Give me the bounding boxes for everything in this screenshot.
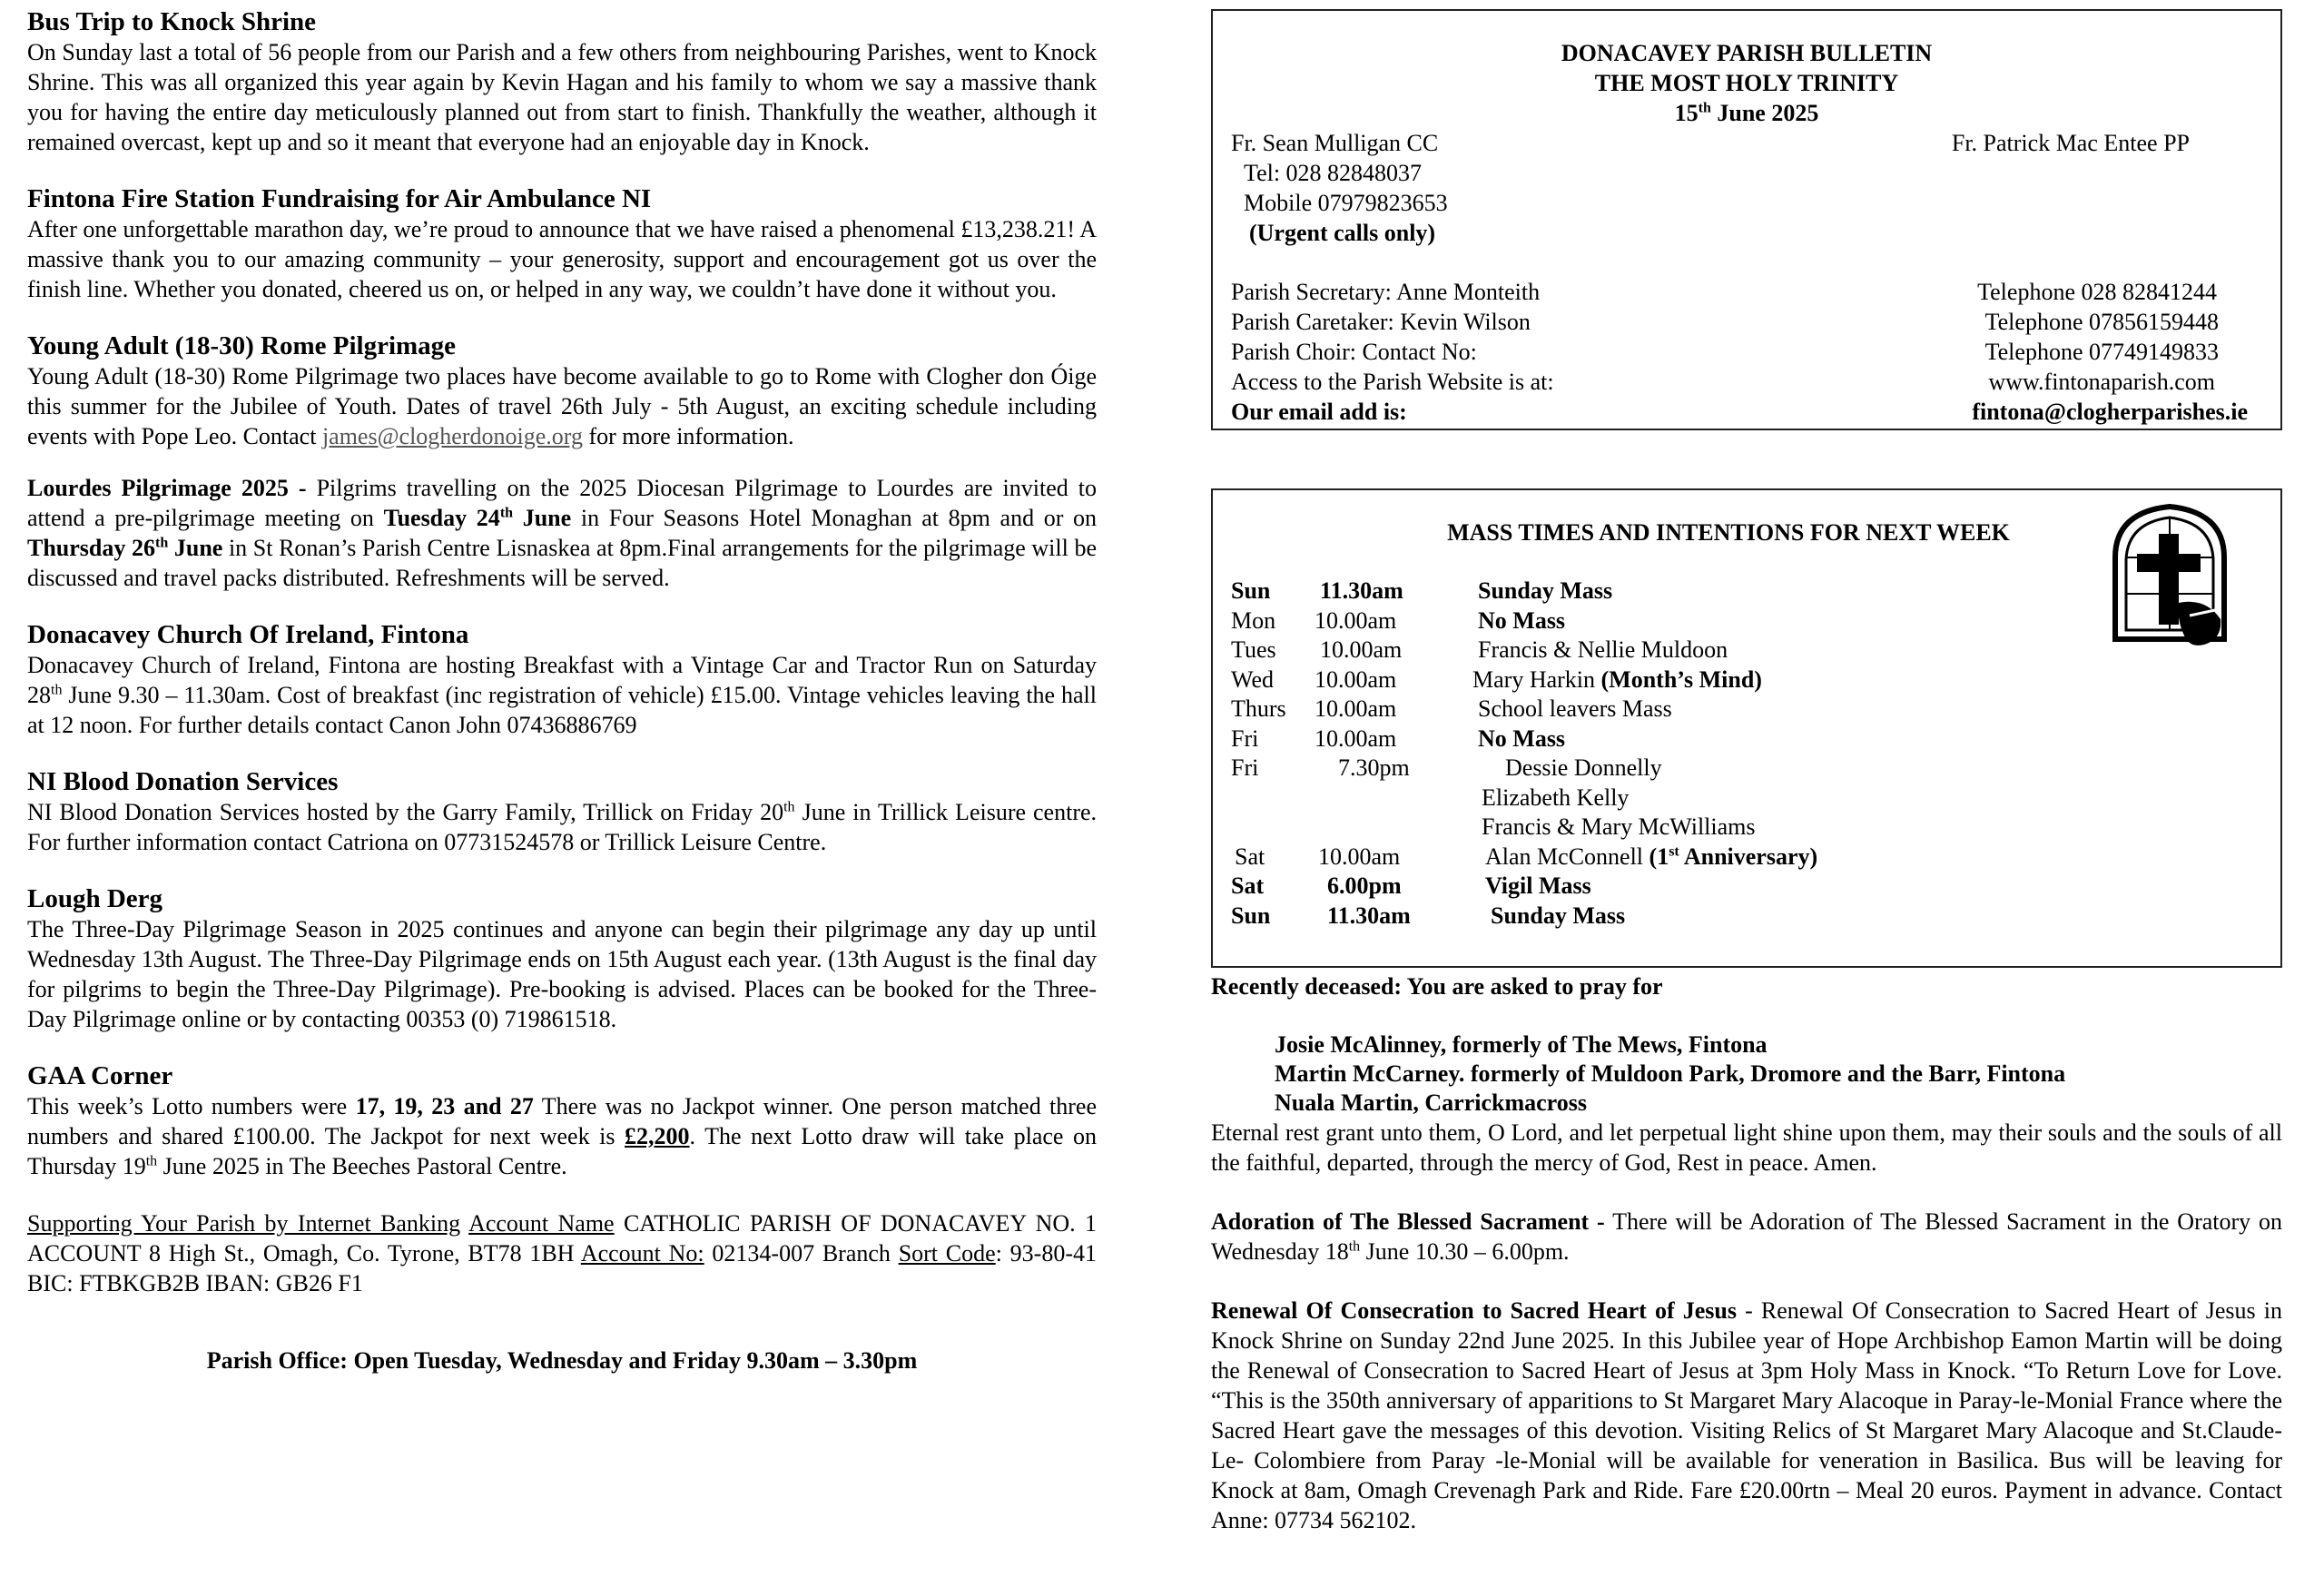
lough-derg-section xyxy=(27,884,1097,1034)
rome-pilgrimage-title: Young Adult (18-30) Rome Pilgrimage xyxy=(27,331,457,360)
renewal-text: Renewal Of Consecration to Sacred Heart of Jesus - Renewal Of Consecration to Sacred Heart of Jesus in Knock Shrine on Sunday 22nd June 2025. In this Jubilee year of Hope Archbishop Eamon Martin will be doing the Renewal of Consecration to Sacred Heart of Jesus at 3pm Holy Mass in Knock. “To Return Love for Love. “This is the 350th anniversary of apparitions to St Margaret Mary Alacoque in Paray-le-Monial France where the Sacred Heart gave the messages of this devotion. Visiting Relics of St Margaret Mary Alacoque and St.Claude- Le- Colombiere from Paray -le-Monial will be available for veneration in Basilica. Bus will be leaving for Knock at 8am, Omagh Crevenagh Park and Ride. Fare £20.00rtn – Meal 20 euros. Payment in advance. Contact Anne: 07734 562102. xyxy=(1211,1297,2283,1533)
contact-row: Parish Secretary: Anne Monteith Telephone 028 82841244 xyxy=(1231,279,2217,305)
contacts-list xyxy=(1231,277,2262,427)
deceased-prayer: Eternal rest grant unto them, O Lord, and let perpetual light shine upon them, may their souls and the souls of all the faithful, departed, through the mercy of God, Rest in peace. Amen. xyxy=(1211,1119,2282,1176)
bus-trip-title: Bus Trip to Knock Shrine xyxy=(27,7,317,36)
mass-row: Elizabeth Kelly xyxy=(1482,784,1630,811)
rome-email-link[interactable]: james@clogherdonoige.org xyxy=(321,423,583,449)
mass-row: Mon 10.00am No Mass xyxy=(1231,606,1566,634)
lourdes-t3: in St Ronan’s Parish Centre Lisnaskea at 8pm.Final arrangements for the pilgrimage will be discussed and travel packs distributed. Refreshments will be served. xyxy=(27,535,1098,591)
mass-row: Francis & Mary McWilliams xyxy=(1482,813,1756,840)
deceased-heading: Recently deceased: You are asked to pray for xyxy=(1211,973,1663,1000)
lough-derg-text: The Three-Day Pilgrimage Season in 2025 continues and anyone can begin their pilgrimage any day up until Wednesday 13th August. The Three-Day Pilgrimage ends on 15th August each year. (13th August is the final day for pilgrims to begin the Three-Day Pilgrimage). Pre-booking is advised. Places can be booked for the Three-Day Pilgrimage online or by contacting 00353 (0) 719861518. xyxy=(27,916,1097,1032)
lourdes-section xyxy=(27,473,1097,593)
renewal-title: Renewal Of Consecration to Sacred Heart of Jesus xyxy=(1211,1297,1737,1324)
coi-text: Donacavey Church of Ireland, Fintona are hosting Breakfast with a Vintage Car and Tractor Run on Saturday 28th June 9.30 – 11.30am. Cost of breakfast (inc registration of vehicle) £15.00. Vintage vehicles leaving the hall at 12 noon. For further details contact Canon John 07436886769 xyxy=(27,652,1098,738)
mass-row: Thurs 10.00am School leavers Mass xyxy=(1231,695,1672,722)
blood-donation-section xyxy=(27,767,1097,857)
anniversary-note: (1st Anniversary) xyxy=(1649,843,1818,870)
mass-row: Sun 11.30am Sunday Mass xyxy=(1231,902,1626,929)
lourdes-date2: Thursday 26th June xyxy=(27,535,223,561)
renewal-section xyxy=(1211,1296,2282,1535)
parish-email-link[interactable]: fintona@clogherparishes.ie xyxy=(1972,399,2248,425)
blood-text: NI Blood Donation Services hosted by the Garry Family, Trillick on Friday 20th June in Trillick Leisure centre. For further information contact Catriona on 07731524578 or Trillick Leisure Centre. xyxy=(27,799,1098,855)
mass-row: Fri 10.00am No Mass xyxy=(1231,724,1566,752)
gaa-text: This week’s Lotto numbers were 17, 19, 23 and 27 There was no Jackpot winner. One person matched three numbers and shared £100.00. The Jackpot for next week is £2,200. The next Lotto draw will take place on Thursday 19th June 2025 in The Beeches Pastoral Centre. xyxy=(27,1093,1098,1179)
bulletin-title: DONACAVEY PARISH BULLETIN xyxy=(1561,40,1933,66)
gaa-section xyxy=(27,1061,1097,1181)
bus-trip-text: On Sunday last a total of 56 people from our Parish and a few others from neighbouring Parishes, went to Knock Shrine. This was all organized this year again by Kevin Hagan and his family to whom we say a massive thank you for having the entire day meticulously planned out from start to finish. Thankfully the weather, although it remained overcast, kept up and so it meant that everyone had an enjoyable day in Knock. xyxy=(27,39,1097,155)
email-row: Our email add is: fintona@clogherparishes.ie xyxy=(1231,399,2248,425)
curate-tel: Tel: 028 82848037 xyxy=(1244,160,1423,186)
deceased-name: Martin McCarney. formerly of Muldoon Park, Dromore and the Barr, Fintona xyxy=(1275,1060,2066,1087)
gaa-title: GAA Corner xyxy=(27,1061,173,1090)
coi-title: Donacavey Church Of Ireland, Fintona xyxy=(27,620,469,649)
mass-row: Sun 11.30am Sunday Mass xyxy=(1231,577,1613,604)
curate-mobile: Mobile 07979823653 xyxy=(1244,190,1448,216)
adoration-section xyxy=(1211,1207,2282,1267)
bulletin-header-box xyxy=(1211,9,2282,430)
rome-pilgrimage-text xyxy=(27,361,1097,451)
contact-row: Parish Choir: Contact No: Telephone 07749149833 xyxy=(1231,339,2219,365)
adoration-text: Adoration of The Blessed Sacrament - There will be Adoration of The Blessed Sacrament in the Oratory on Wednesday 18th June 10.30 – 6.00pm. xyxy=(1211,1208,2283,1265)
contact-row: Parish Caretaker: Kevin Wilson Telephone 07856159448 xyxy=(1231,309,2219,335)
urgent-note: (Urgent calls only) xyxy=(1249,220,1436,246)
right-column xyxy=(1211,9,2282,1535)
mass-row: Tues 10.00am Francis & Nellie Muldoon xyxy=(1231,636,1728,663)
jackpot-amount: £2,200 xyxy=(625,1123,690,1149)
mass-row: Fri 7.30pm Dessie Donnelly xyxy=(1231,754,1662,781)
mass-times-title: MASS TIMES AND INTENTIONS FOR NEXT WEEK xyxy=(1447,519,2010,546)
lotto-numbers: 17, 19, 23 and 27 xyxy=(355,1093,534,1119)
mass-row: Sat 10.00am Alan McConnell (1st Anniversary) xyxy=(1235,843,1818,870)
bulletin-subtitle: THE MOST HOLY TRINITY xyxy=(1594,70,1899,96)
bus-trip-section xyxy=(27,7,1097,157)
deceased-names xyxy=(1275,1030,2282,1118)
mass-row: Sat 6.00pm Vigil Mass xyxy=(1231,872,1591,899)
mass-times-box xyxy=(1211,488,2282,968)
priest-curate: Fr. Sean Mulligan CC xyxy=(1231,130,1439,156)
adoration-title: Adoration of The Blessed Sacrament - xyxy=(1211,1208,1605,1235)
deceased-section xyxy=(1211,971,2282,1178)
lourdes-title: Lourdes Pilgrimage 2025 - xyxy=(27,475,307,501)
church-of-ireland-section xyxy=(27,620,1097,740)
parish-office-hours: Parish Office: Open Tuesday, Wednesday and Friday 9.30am – 3.30pm xyxy=(206,1347,918,1374)
bulletin-date: 15th June 2025 xyxy=(1674,100,1819,126)
church-window-cross-icon xyxy=(2106,503,2233,648)
lourdes-text xyxy=(27,473,1097,593)
deceased-name: Nuala Martin, Carrickmacross xyxy=(1275,1089,1587,1116)
fire-station-text: After one unforgettable marathon day, we’re proud to announce that we have raised a phenomenal £13,238.21! A massive thank you to our amazing community – your generosity, support and encouragement got us over the finish line. Whether you donated, cheered us on, or helped in any way, we couldn’t have done it without you. xyxy=(27,216,1097,302)
deceased-name: Josie McAlinney, formerly of The Mews, Fintona xyxy=(1275,1031,1768,1058)
website-link[interactable]: www.fintonaparish.com xyxy=(1988,369,2215,395)
rome-text: Young Adult (18-30) Rome Pilgrimage two places have become available to go to Rome with Clogher don Óige this summer for the Jubilee of Youth. Dates of travel 26th July - 5th August, an exciting schedule including events with Pope Leo. Contact xyxy=(27,363,1097,449)
left-column xyxy=(27,7,1097,1398)
rome-pilgrimage-section xyxy=(27,331,1097,451)
priests-row xyxy=(1231,128,2262,158)
banking-text: Supporting Your Parish by Internet Banking Account Name CATHOLIC PARISH OF DONACAVEY NO. 1 ACCOUNT 8 High St., Omagh, Co. Tyrone, BT78 1BH Account No: 02134-007 Branch Sort Code: 93-80-41 BIC: FTBKGB2B IBAN: GB26 F1 xyxy=(27,1210,1097,1296)
fire-station-title: Fintona Fire Station Fundraising for Air Ambulance NI xyxy=(27,184,652,213)
lourdes-t1: Pilgrims travelling on the 2025 Diocesan Pilgrimage to Lourdes are invited to attend a pre-pilgrimage meeting on xyxy=(27,475,1098,531)
lourdes-date1: Tuesday 24th June xyxy=(383,505,572,531)
contact-row: Access to the Parish Website is at: www.fintonaparish.com xyxy=(1231,369,2215,395)
mass-row: Wed 10.00am Mary Harkin (Month’s Mind) xyxy=(1231,665,1762,693)
blood-title: NI Blood Donation Services xyxy=(27,767,339,796)
banking-label: Supporting Your Parish by Internet Banking xyxy=(27,1210,461,1237)
banking-section xyxy=(27,1208,1097,1298)
rome-text-after: for more information. xyxy=(588,423,794,449)
fire-station-section xyxy=(27,184,1097,304)
lourdes-t2: in Four Seasons Hotel Monaghan at 8pm and or on xyxy=(580,505,1098,531)
priest-parish-priest: Fr. Patrick Mac Entee PP xyxy=(1951,130,2190,156)
lough-derg-title: Lough Derg xyxy=(27,884,163,913)
